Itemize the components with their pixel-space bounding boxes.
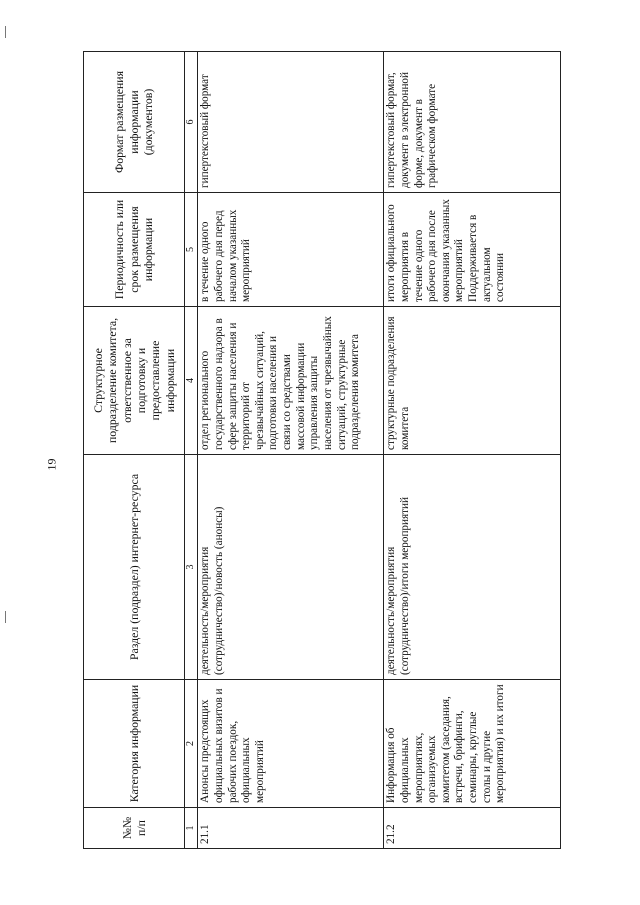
table-header-row	[84, 52, 185, 849]
rotated-table-wrapper	[83, 52, 561, 849]
header-period: Периодичность или срок размещения информации	[84, 193, 185, 307]
row-period: в течение одного рабочего дня перед началом указанных мероприятий	[198, 193, 384, 307]
row-category: Информация об официальных мероприятиях, организуемых комитетом (заседания, встречи, брифинги, семинары, круглые столы и другие мероприятия) и их итоги	[384, 680, 561, 808]
row-department: структурные подразделения комитета	[384, 307, 561, 455]
table-row	[198, 52, 384, 849]
column-number: 2	[185, 680, 198, 808]
row-period: итоги официального мероприятия в течение одного рабочего дня после окончания указанных мероприятий Поддерживается в актуальном состоянии	[384, 193, 561, 307]
page-number: 19	[44, 458, 59, 471]
information-table	[83, 51, 561, 849]
row-format: гипертекстовый формат, документ в электронной форме, документ в графическом формате	[384, 52, 561, 193]
column-number: 4	[185, 307, 198, 455]
column-number: 1	[185, 808, 198, 849]
row-category: Анонсы предстоящих официальных визитов и рабочих поездок, официальных мероприятий	[198, 680, 384, 808]
column-number: 5	[185, 193, 198, 307]
column-number: 3	[185, 455, 198, 680]
row-number: 21.1	[198, 808, 384, 849]
column-number-row	[185, 52, 198, 849]
column-number: 6	[185, 52, 198, 193]
header-section: Раздел (подраздел) интернет-ресурса	[84, 455, 185, 680]
scan-artifact-mark	[5, 611, 6, 623]
header-format: Формат размещения информации (документов)	[84, 52, 185, 193]
row-section: деятельность/мероприятия (сотрудничество)/новость (анонсы)	[198, 455, 384, 680]
scan-artifact-mark	[5, 26, 6, 38]
row-section: деятельность/мероприятия (сотрудничество)/итоги мероприятий	[384, 455, 561, 680]
row-format: гипертекстовый формат	[198, 52, 384, 193]
row-number: 21.2	[384, 808, 561, 849]
header-number: №№ п/п	[84, 808, 185, 849]
row-department: отдел регионального государственного надзора в сфере защиты населения и территорий от чрезвычайных ситуаций, подготовки населения и связи со средствами массовой информации управления защиты населения от чрезвычайных ситуаций, структурные подразделения комитета	[198, 307, 384, 455]
header-category: Категория информации	[84, 680, 185, 808]
table-row	[384, 52, 561, 849]
header-department: Структурное подразделение комитета, ответственное за подготовку и предоставление информации	[84, 307, 185, 455]
